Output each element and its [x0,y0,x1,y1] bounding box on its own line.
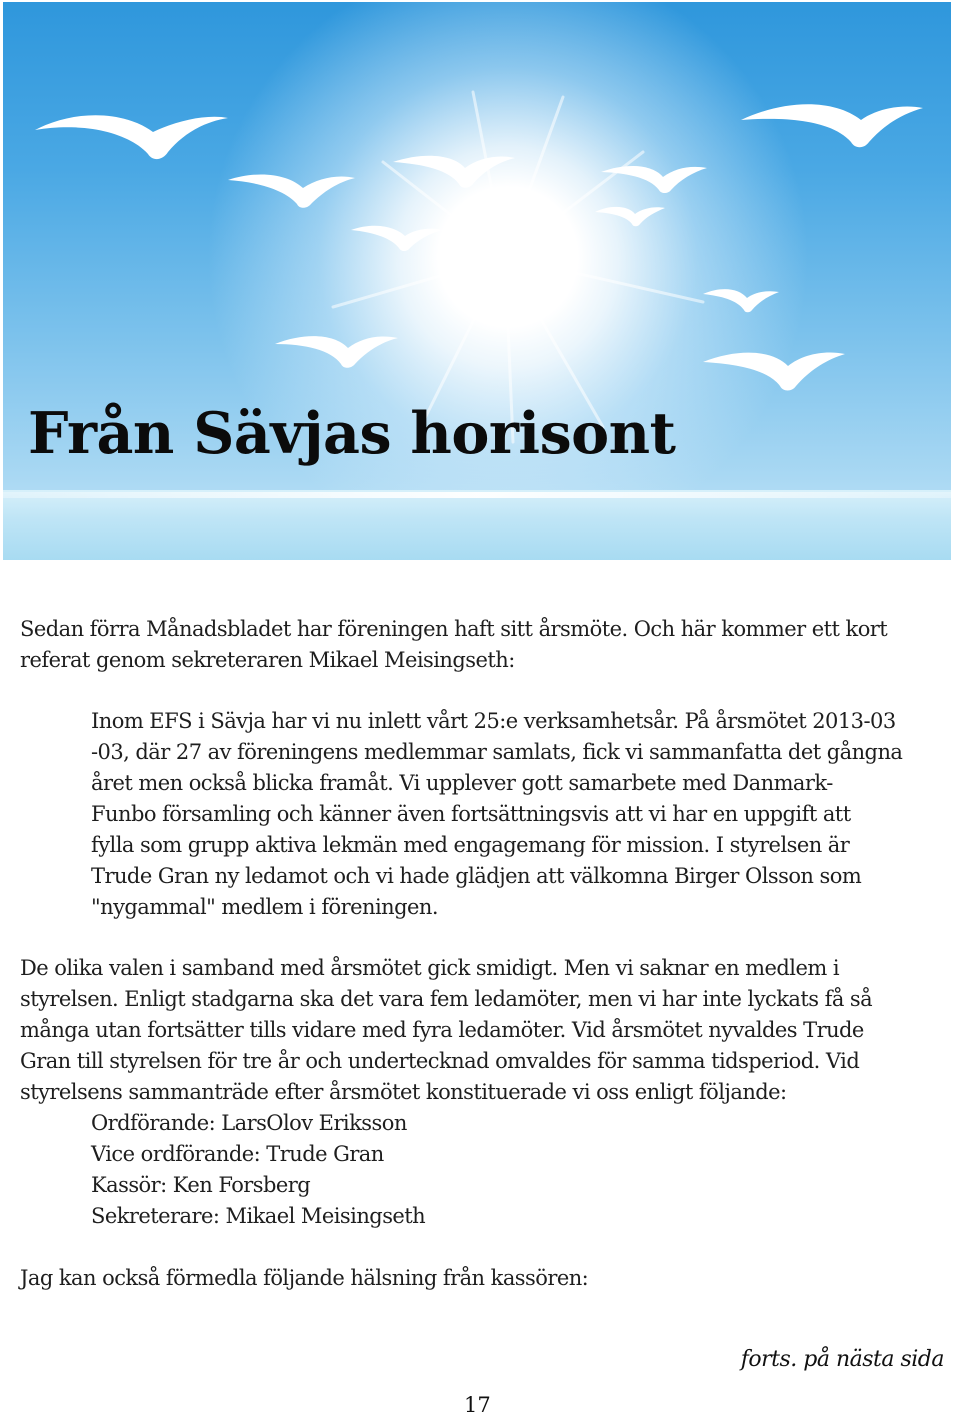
quote-line: "nygammal" medlem i föreningen. [91,895,438,919]
body-line: Gran till styrelsen för tre år och undertecknad omvaldes för samma tidsperiod. Vid [20,1049,860,1073]
bird-icon [228,174,355,207]
bird-icon [601,166,707,193]
quote-line: Trude Gran ny ledamot och vi hade glädjen att välkomna Birger Olsson som [91,864,862,888]
continued-note: forts. på nästa sida [740,1347,944,1372]
board-role-chair: Ordförande: LarsOlov Eriksson [91,1111,407,1135]
quote-line: året men också blicka framåt. Vi upplever gott samarbete med Danmark- [91,771,833,795]
bird-icon [595,207,665,226]
header-banner [3,2,951,560]
quote-line: fylla som grupp aktiva lekmän med engagemang för mission. I styrelsen är [91,833,850,857]
page-number: 17 [464,1393,491,1417]
bird-icon [393,156,515,188]
body-line: De olika valen i samband med årsmötet gick smidigt. Men vi saknar en medlem i [20,956,839,980]
body-line: styrelsens sammanträde efter årsmötet konstituerade vi oss enligt följande: [20,1080,787,1104]
body-line: många utan fortsätter tills vidare med fyra ledamöter. Vid årsmötet nyvaldes Trude [20,1018,864,1042]
board-role-secretary: Sekreterare: Mikael Meisingseth [91,1204,426,1228]
body-line: styrelsen. Enligt stadgarna ska det vara fem ledamöter, men vi har inte lyckats få så [20,987,873,1011]
bird-icon [351,226,443,251]
bird-icon [703,353,845,391]
horizon-shine [3,492,951,498]
bird-icon [35,115,228,159]
bird-icon [275,336,398,368]
board-role-vice-chair: Vice ordförande: Trude Gran [91,1142,384,1166]
intro-line: referat genom sekreteraren Mikael Meisingseth: [20,648,515,672]
quote-line: -03, där 27 av föreningens medlemmar samlats, fick vi sammanfatta det gångna [91,740,903,764]
intro-line: Sedan förra Månadsbladet har föreningen haft sitt årsmöte. Och här kommer ett kort [20,617,888,641]
bird-icon [703,289,779,312]
quote-line: Inom EFS i Sävja har vi nu inlett vårt 25:e verksamhetsår. På årsmötet 2013-03 [91,709,896,733]
bird-icon [741,104,923,147]
birds-illustration [3,2,951,560]
page-title: Från Sävjas horisont [28,400,676,467]
closing-line: Jag kan också förmedla följande hälsning från kassören: [20,1266,589,1290]
board-role-treasurer: Kassör: Ken Forsberg [91,1173,311,1197]
quote-line: Funbo församling och känner även fortsättningsvis att vi har en uppgift att [91,802,851,826]
horizon-water [3,490,951,560]
